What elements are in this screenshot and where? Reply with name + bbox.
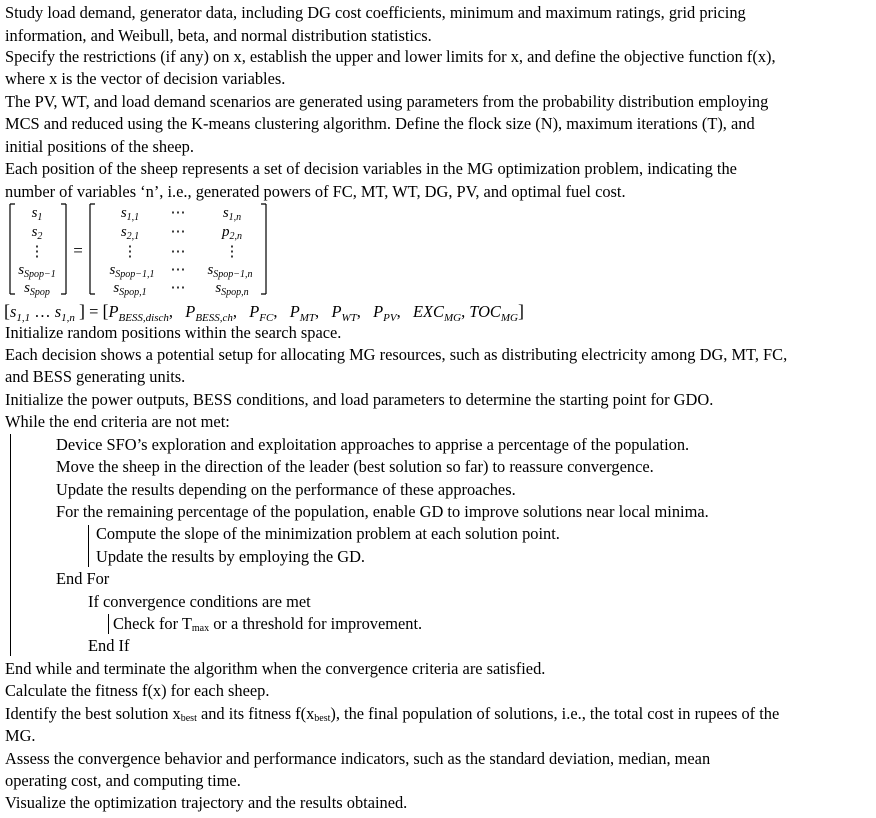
step-2-line-1: Specify the restrictions (if any) on x, establish the upper and lower limits for x, and define the objective function f(x), [5,47,776,66]
step-13: Compute the slope of the minimization problem at each solution point. [96,524,560,543]
matrix-r1c2: ⋯ [170,205,186,221]
matrix-r2c1: $s_{2,1}$ [120,224,140,242]
matrix-r4c3: $s_{Spop-1,n}$ [207,262,253,280]
step-15-end-for: End For [56,569,110,588]
matrix-r4c1: $s_{Spop-1,1}$ [109,262,155,280]
step-10: Move the sheep in the direction of the leader (best solution so far) to reassure convergence. [56,457,654,476]
matrix-r1c1: $s_{1,1}$ [120,205,140,223]
step-17: Check for Tmax or a threshold for improvement. [113,614,423,634]
step-12-for: For the remaining percentage of the population, enable GD to improve solutions near local minima. [56,502,709,521]
step-23: Visualize the optimization trajectory and the results obtained. [5,793,408,812]
if-block-bar [108,614,109,634]
matrix-left-1: $s_1$ [31,205,43,223]
step-3-line-3: initial positions of the sheep. [5,137,194,156]
step-11: Update the results depending on the performance of these approaches. [56,480,516,499]
matrix-r3c3: ⋮ [224,244,240,260]
step-4-line-1: Each position of the sheep represents a set of decision variables in the MG optimization problem, indicating the [5,159,737,178]
matrix-left-4: $s_{Spop-1}$ [18,262,56,280]
matrix-r1c3: $s_{1,n}$ [222,205,242,223]
step-1-line-1: Study load demand, generator data, including DG cost coefficients, minimum and maximum ratings, grid pricing [5,3,746,22]
matrix-r4c2: ⋯ [170,262,186,278]
step-8-while: While the end criteria are not met: [5,412,230,431]
step-3-line-1: The PV, WT, and load demand scenarios are generated using parameters from the probability distribution employing [5,92,769,111]
while-block-bar [10,434,11,656]
step-22-line-1: Assess the convergence behavior and performance indicators, such as the standard deviation, median, mean [5,749,711,768]
matrix-r5c2: ⋯ [170,280,186,296]
step-6-line-1: Each decision shows a potential setup for allocating MG resources, such as distributing electricity among DG, MT, FC, [5,345,788,364]
matrix-left-2: $s_2$ [31,224,43,242]
matrix-left-5: $s_{Spop}$ [24,280,50,298]
step-20: Calculate the fitness f(x) for each sheep. [5,681,270,700]
step-6-line-2: and BESS generating units. [5,367,186,386]
step-19: End while and terminate the algorithm when the convergence criteria are satisfied. [5,659,546,678]
step-2-line-2: where x is the vector of decision variables. [5,69,286,88]
matrix-r5c1: $s_{Spop,1}$ [113,280,147,298]
step-18-end-if: End If [88,636,130,655]
decision-vector-equation: [$s_{1,1}$ … $s_{1,n}$ ] = [$P_{BESS,disch}$, $P_{BESS,ch}$, $P_{FC}$, $P_{MT}$, $P_{WT}$, $P_{PV}$, $EXC_{MG}$, $TOC_{MG}$] [4,301,524,324]
step-14: Update the results by employing the GD. [96,547,366,566]
matrix-r2c2: ⋯ [170,224,186,240]
matrix-r5c3: $s_{Spop,n}$ [215,280,249,298]
step-1-line-2: information, and Weibull, beta, and normal distribution statistics. [5,26,432,45]
matrix-r3c2: ⋯ [170,244,186,260]
step-22-line-2: operating cost, and computing time. [5,771,241,790]
step-7: Initialize the power outputs, BESS conditions, and load parameters to determine the starting point for GDO. [5,390,714,409]
step-5: Initialize random positions within the search space. [5,323,342,342]
step-3-line-2: MCS and reduced using the K-means clustering algorithm. Define the flock size (N), maximum iterations (T), and [5,114,755,133]
step-9: Device SFO’s exploration and exploitation approaches to apprise a percentage of the population. [56,435,690,454]
sheep-position-matrix [0,200,300,298]
step-21-line-1: Identify the best solution xbest and its fitness f(xbest), the final population of solutions, i.e., the total cost in rupees of the [5,704,780,724]
matrix-r3c1: ⋮ [122,244,138,260]
step-4-line-2: number of variables ‘n’, i.e., generated powers of FC, MT, WT, DG, PV, and optimal fuel cost. [5,182,626,201]
matrix-equals: = [73,241,83,260]
step-21-line-2: MG. [5,726,36,745]
for-block-bar [88,525,89,567]
matrix-left-3: ⋮ [29,244,45,260]
step-16-if: If convergence conditions are met [88,592,311,611]
matrix-r2c3: $p_{2,n}$ [222,224,242,242]
